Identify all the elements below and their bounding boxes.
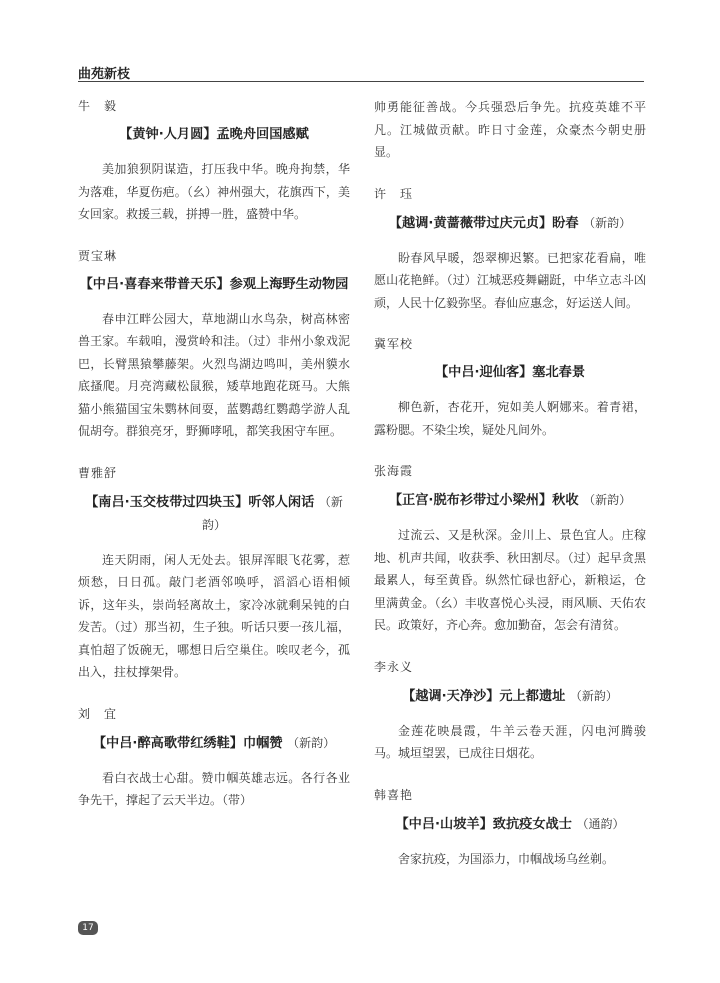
poem-author: 许 珏 — [374, 186, 414, 201]
poem-title — [78, 274, 350, 296]
poem-author: 曹雅舒 — [78, 465, 118, 480]
poem-title-text: 【正宫·脱布衫带过小梁州】秋收 — [388, 493, 579, 508]
poem-body: 看白衣战士心甜。赞巾帼英雄志远。各行各业争先干，撑起了云天半边。（带） — [78, 770, 350, 807]
right-column — [374, 96, 646, 870]
poem-rhyme-note: （新韵） — [583, 215, 632, 230]
poem-body: 春申江畔公园大，草地湖山水鸟杂，树高林密兽王家。车载咱，漫赏岭和洼。（过）非州小象戏泥巴，长臂黑猿攀藤架。火烈鸟湖边鸣叫，美州貘水底搔爬。月亮湾藏松鼠猴，矮草地跑花斑马。大熊猫小熊猫国宝朱鹦林间耍，蓝鹦鹉红鹦鹉学游人乱侃胡夸。群狼亮牙，野狮哮吼，都笑我困守车匣。 — [78, 311, 350, 438]
poem-title-text: 【中吕·喜春来带普天乐】参观上海野生动物园 — [79, 276, 349, 292]
poem-rhyme-note: （通韵） — [576, 816, 625, 831]
poem-body: 过流云、又是秋深。金川上、景色宜人。庄稼地、机声共闻，收获季、秋田割尽。（过）起早贪黑最累人，每至黄昏。纵然忙碌也舒心，新粮运，仓里满黄金。（幺）丰收喜悦心头浸，雨风顺、天佑农民。政策好，齐心奔。愈加勤奋，怎会有清贫。 — [374, 528, 646, 632]
poem-title — [374, 813, 646, 836]
poem-body: 金莲花映晨霞，牛羊云卷天涯，闪电河腾骏马。城垣望罢，已成往日烟花。 — [374, 723, 646, 760]
poem-title — [78, 124, 350, 146]
poem-rhyme-note: （新韵） — [583, 493, 632, 507]
poem-title-text: 【南吕·玉交枝带过四块玉】听邻人闲话 — [85, 494, 315, 510]
poem-body: 柳色新，杏花开，宛如美人婀娜来。着青裙，露粉腮。不染尘埃，疑处凡间外。 — [374, 400, 646, 437]
poem-title — [78, 491, 350, 537]
poem-author: 冀军校 — [374, 337, 414, 351]
poem-title-text: 【黄钟·人月圆】孟晚舟回国感赋 — [119, 127, 309, 142]
poem-title-text: 【中吕·山坡羊】致抗疫女战士 — [395, 816, 572, 832]
page-number-badge: 17 — [78, 921, 98, 935]
left-column — [78, 96, 350, 812]
poem-author: 刘 宜 — [78, 706, 118, 721]
poem-author: 贾宝琳 — [78, 248, 118, 263]
poem-title-text: 【越调·天净沙】元上都遗址 — [402, 688, 566, 704]
poem-body: 美加狼狈阴谋造，打压我中华。晚舟拘禁，华为落难，华夏伤疤。（幺）神州强大，花旗西下，美女回家。救援三载，拼搏一胜，盛赞中华。 — [78, 162, 350, 221]
poem-rhyme-note: （新韵） — [201, 494, 343, 532]
poem-title — [78, 732, 350, 755]
poem-title — [374, 362, 646, 384]
poem-author: 牛 毅 — [78, 99, 118, 113]
poem-author: 张海霞 — [374, 464, 414, 478]
running-header-title: 曲苑新枝 — [78, 67, 131, 82]
poem-author: 韩喜艳 — [374, 787, 414, 802]
poem-body: 盼春风早暖，怨翠柳迟繁。已把家花看扁，唯愿山花艳鲜。（过）江城恶疫舞翩跹，中华立志斗凶顽，人民十亿毅弥坚。春仙应惠念，好运送人间。 — [374, 250, 646, 310]
poem-body-continued: 帅勇能征善战。今兵强恐后争先。抗疫英雄不平凡。江城做贡献。昨日寸金莲，众豪杰今朝史册显。 — [374, 100, 646, 159]
poem-title-text: 【中吕·迎仙客】塞北春景 — [434, 365, 586, 380]
header-rule — [78, 81, 644, 82]
poem-title-text: 【越调·黄蔷薇带过庆元贞】盼春 — [388, 215, 579, 231]
poem-title — [374, 685, 646, 708]
poem-rhyme-note: （新韵） — [569, 688, 618, 703]
poem-title — [374, 212, 646, 235]
poem-title — [374, 489, 646, 512]
poem-author: 李永义 — [374, 659, 414, 674]
poem-body: 连天阴雨，闲人无处去。银屏浑眼飞花雾，惹烦愁，日日孤。敲门老酒邻唤呼，滔滔心语相倾诉，这年头，崇尚轻离故土，家冷冰就剩呆钝的白发苦。（过）那当初，生子独。听话只要一孩儿福，真怕超了饭碗无，哪想日后空巢住。唉叹老今，孤出入，拄杖撑架骨。 — [78, 552, 350, 679]
poem-title-text: 【中吕·醉高歌带红绣鞋】巾帼赞 — [92, 735, 283, 751]
poem-rhyme-note: （新韵） — [287, 735, 336, 750]
poem-body: 舍家抗疫，为国添力，巾帼战场乌丝剃。 — [398, 851, 615, 866]
